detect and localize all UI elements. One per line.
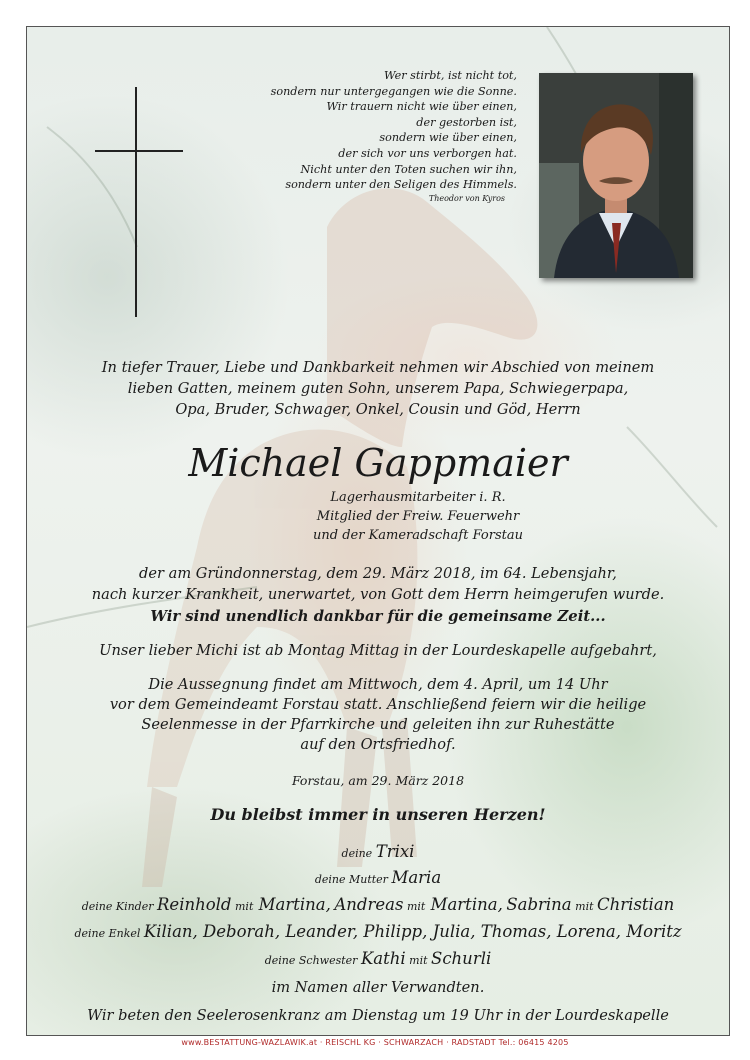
mourner-children bbox=[27, 895, 729, 914]
roles bbox=[27, 488, 729, 545]
mourner-mother bbox=[27, 868, 729, 887]
child-partner: Martina bbox=[258, 895, 326, 914]
intro-line: Opa, Bruder, Schwager, Onkel, Cousin und Göd, Herrn bbox=[175, 401, 581, 418]
mother-name: Maria bbox=[391, 868, 442, 887]
deceased-name: Michael Gappmaier bbox=[188, 441, 568, 485]
child-name: Reinhold bbox=[157, 895, 232, 914]
child-partner: Martina bbox=[430, 895, 498, 914]
ceremony-line: Die Aussegnung findet am Mittwoch, dem 4. April, um 14 Uhr bbox=[148, 676, 608, 693]
poem-line: der sich vor uns verborgen hat. bbox=[338, 146, 517, 160]
ceremony-text bbox=[27, 675, 729, 755]
poem bbox=[267, 68, 517, 205]
poem-line: Nicht unter den Toten suchen wir ihn, bbox=[300, 162, 517, 176]
rosary-text: Wir beten den Seelerosenkranz am Dienstag um 19 Uhr in der Lourdeskapelle bbox=[87, 1007, 669, 1024]
cross-icon-vertical bbox=[135, 87, 137, 317]
poem-line: Wer stirbt, ist nicht tot, bbox=[383, 69, 517, 82]
sister-prefix: deine Schwester bbox=[264, 954, 358, 967]
cross-icon-horizontal bbox=[95, 150, 183, 152]
poem-line: sondern unter den Seligen des Himmels. bbox=[285, 178, 517, 192]
child-name: Sabrina bbox=[506, 895, 572, 914]
death-line: nach kurzer Krankheit, unerwartet, von Gott dem Herrn heimgerufen wurde. bbox=[91, 586, 665, 603]
role-line: Lagerhausmitarbeiter i. R. bbox=[330, 490, 506, 505]
child-with: mit bbox=[235, 900, 254, 913]
wife-name: Trixi bbox=[375, 842, 415, 861]
death-text bbox=[27, 563, 729, 605]
ceremony-line: auf den Ortsfriedhof. bbox=[300, 736, 456, 753]
sister-name: Kathi bbox=[360, 949, 406, 968]
poem-line: der gestorben ist, bbox=[416, 115, 517, 129]
child-name: Andreas bbox=[334, 895, 404, 914]
separator: , bbox=[325, 895, 331, 914]
mourner-sister bbox=[27, 949, 729, 968]
mother-prefix: deine Mutter bbox=[314, 873, 388, 886]
gratitude-text: Wir sind unendlich dankbar für die gemeinsame Zeit... bbox=[150, 608, 606, 625]
wife-prefix: deine bbox=[341, 847, 373, 860]
sister-with: mit bbox=[409, 954, 428, 967]
motto: Du bleibst immer in unseren Herzen! bbox=[210, 805, 546, 824]
grandchildren-names: Kilian, Deborah, Leander, Philipp, Julia, Thomas, Lorena, Moritz bbox=[143, 922, 682, 941]
separator: , bbox=[497, 895, 503, 914]
poem-line: Wir trauern nicht wie über einen, bbox=[326, 100, 517, 114]
grandchildren-prefix: deine Enkel bbox=[74, 927, 141, 940]
sister-partner: Schurli bbox=[431, 949, 492, 968]
poem-line: sondern nur untergegangen wie die Sonne. bbox=[270, 84, 517, 98]
poem-line: sondern wie über einen, bbox=[379, 131, 517, 145]
role-line: und der Kameradschaft Forstau bbox=[313, 528, 523, 543]
role-line: Mitglied der Freiw. Feuerwehr bbox=[316, 509, 520, 524]
viewing-text: Unser lieber Michi ist ab Montag Mittag in der Lourdeskapelle aufgebahrt, bbox=[99, 642, 657, 659]
child-with: mit bbox=[406, 900, 426, 913]
ceremony-line: Seelenmesse in der Pfarrkirche und geleiten ihn zur Ruhestätte bbox=[141, 716, 615, 733]
child-partner: Christian bbox=[597, 895, 675, 914]
funeral-home-footer: www.BESTATTUNG-WAZLAWIK.at · REISCHL KG · SCHWARZACH · RADSTADT Tel.: 06415 4205 bbox=[181, 1038, 569, 1047]
mourner-wife bbox=[27, 842, 729, 861]
portrait-photo bbox=[539, 73, 693, 278]
relatives-text: im Namen aller Verwandten. bbox=[271, 979, 485, 996]
intro-line: In tiefer Trauer, Liebe und Dankbarkeit nehmen wir Abschied von meinem bbox=[101, 359, 655, 376]
intro-line: lieben Gatten, meinem guten Sohn, unserem Papa, Schwiegerpapa, bbox=[127, 380, 629, 397]
ceremony-line: vor dem Gemeindeamt Forstau statt. Anschließend feiern wir die heilige bbox=[109, 696, 647, 713]
mourner-grandchildren bbox=[27, 922, 729, 941]
obituary-card bbox=[26, 26, 730, 1036]
place-date: Forstau, am 29. März 2018 bbox=[291, 773, 465, 788]
child-with: mit bbox=[575, 900, 594, 913]
poem-author: Theodor von Kyros bbox=[428, 193, 505, 203]
intro-text bbox=[27, 357, 729, 420]
children-prefix: deine Kinder bbox=[81, 900, 154, 913]
death-line: der am Gründonnerstag, dem 29. März 2018, im 64. Lebensjahr, bbox=[139, 565, 617, 582]
